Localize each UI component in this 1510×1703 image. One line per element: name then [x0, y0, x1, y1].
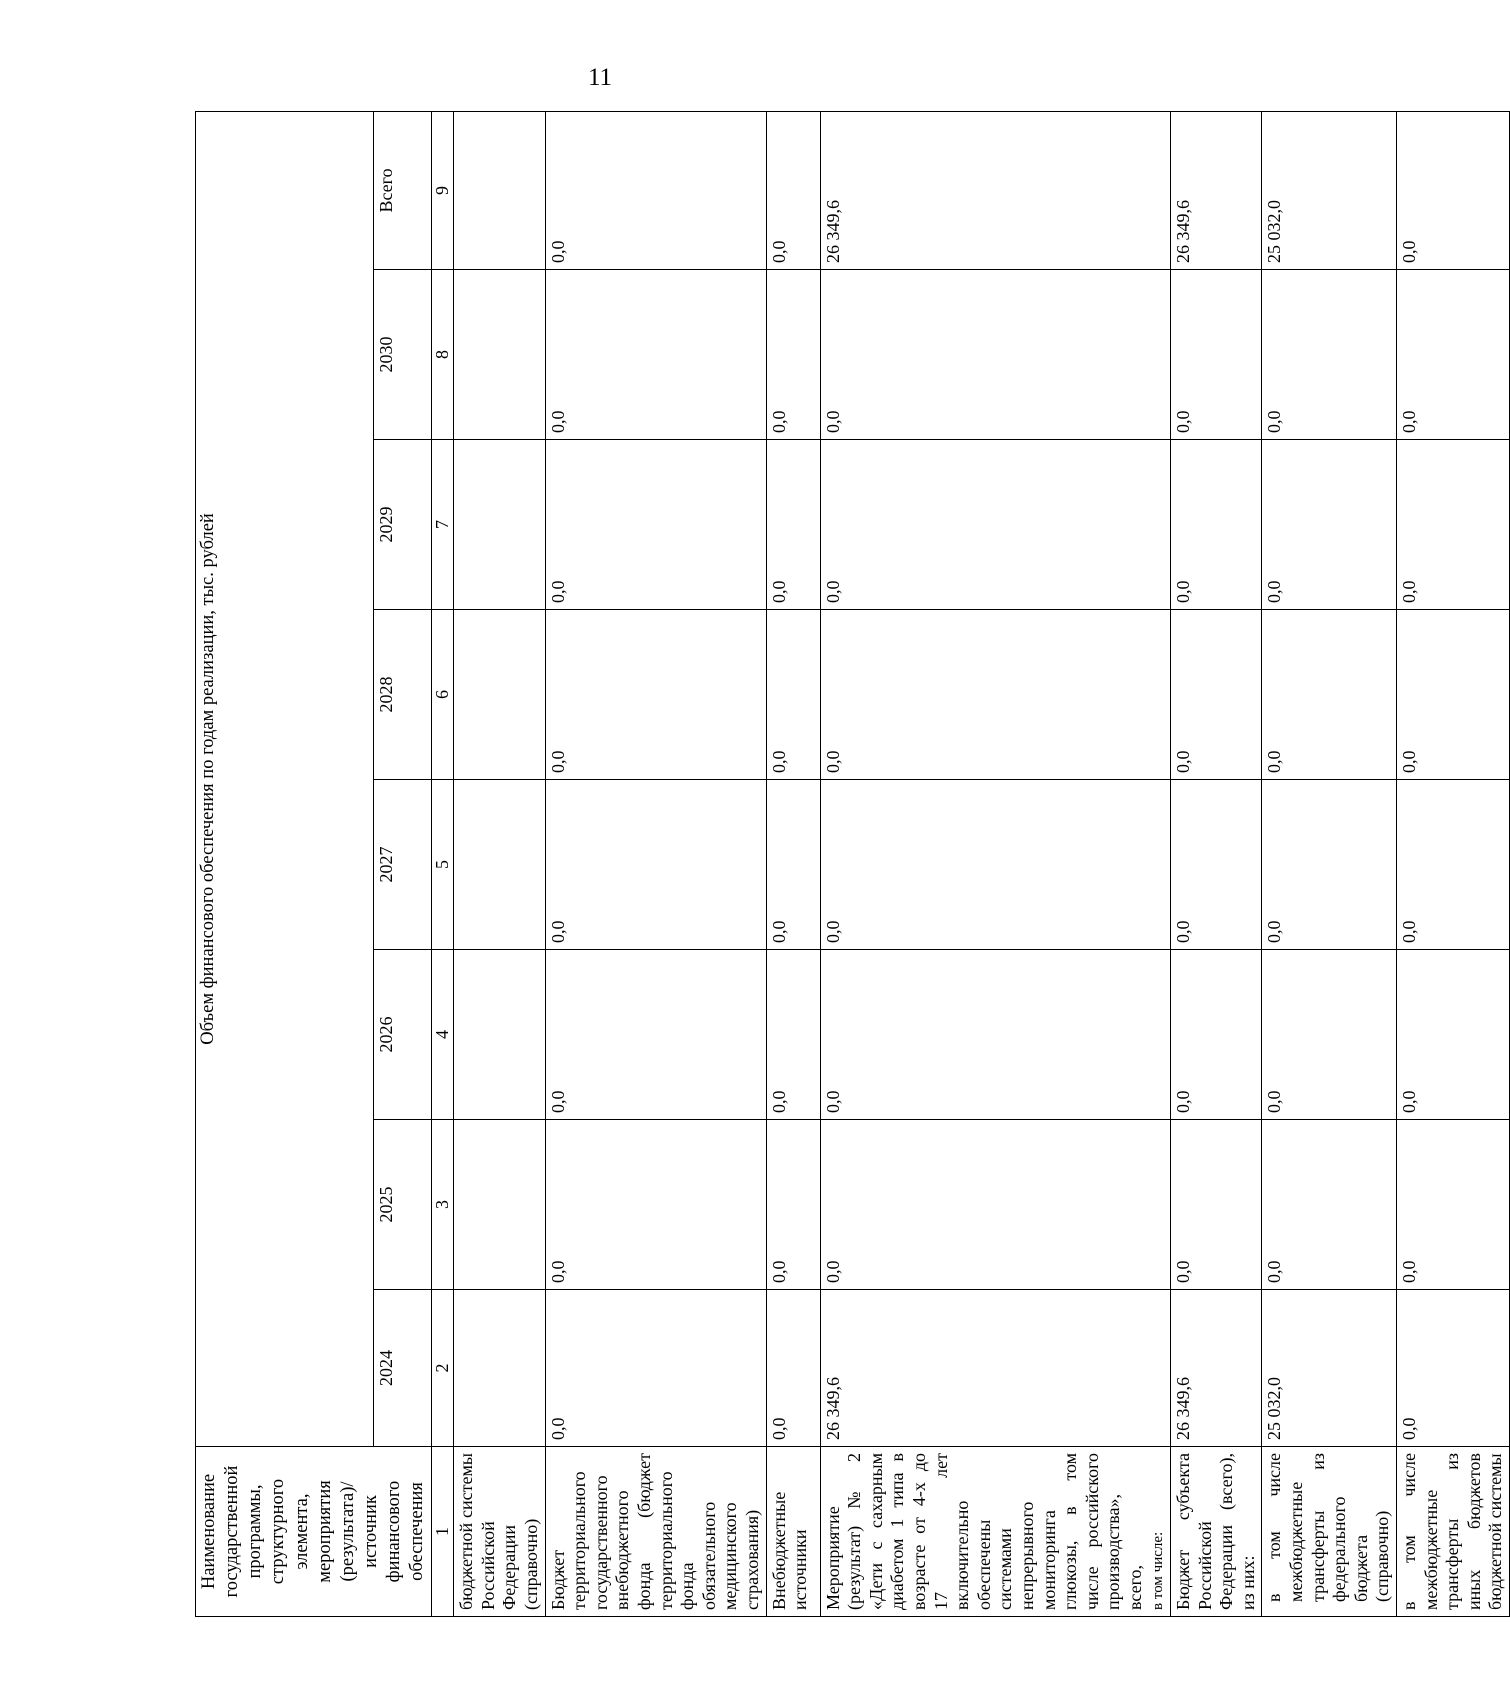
cell-value: 26 349,6 [1171, 1290, 1262, 1447]
year-header: 2026 [373, 950, 432, 1120]
cell-value: 26 349,6 [1171, 111, 1262, 269]
row-name: Бюджет субъекта Российской Федерации (всего), из них: [1171, 1447, 1262, 1617]
cell-value: 0,0 [1397, 610, 1510, 780]
table-row [766, 111, 820, 1616]
rotated-table-container [195, 112, 1506, 1617]
cell-value: 0,0 [820, 610, 1171, 780]
column-number: 7 [432, 440, 454, 610]
cell-value: 0,0 [545, 950, 766, 1120]
column-number: 6 [432, 610, 454, 780]
cell-value: 26 349,6 [820, 1290, 1171, 1447]
cell-value: 0,0 [545, 1120, 766, 1290]
cell-value: 0,0 [1262, 1120, 1397, 1290]
cell-value: 0,0 [766, 270, 820, 440]
row-name: в том числе межбюджетные трансферты из иных бюджетов бюджетной системы [1397, 1447, 1510, 1617]
cell-value: 0,0 [545, 610, 766, 780]
cell-value: 0,0 [1397, 270, 1510, 440]
cell-value: 0,0 [766, 1120, 820, 1290]
cell-value: 0,0 [1262, 610, 1397, 780]
column-number: 1 [432, 1447, 454, 1617]
row-name-extra: в том числе: [1150, 1531, 1167, 1610]
table-row [820, 111, 1171, 1616]
cell-value: 0,0 [820, 1120, 1171, 1290]
cell-value: 0,0 [766, 1290, 820, 1447]
year-header: 2027 [373, 780, 432, 950]
year-header: 2025 [373, 1120, 432, 1290]
cell-value: 0,0 [1262, 440, 1397, 610]
cell-value: 0,0 [1262, 780, 1397, 950]
table-row [454, 111, 545, 1616]
cell-value: 25 032,0 [1262, 111, 1397, 269]
cell-value: 0,0 [820, 270, 1171, 440]
table-row [545, 111, 766, 1616]
column-number: 9 [432, 111, 454, 269]
cell-value: 0,0 [545, 270, 766, 440]
cell-value: 25 032,0 [1262, 1290, 1397, 1447]
cell-value: 0,0 [766, 780, 820, 950]
cell-value: 0,0 [545, 1290, 766, 1447]
column-numbers-row [432, 111, 454, 1616]
year-header-total: Всего [373, 111, 432, 269]
cell-value [454, 610, 545, 780]
year-header: 2029 [373, 440, 432, 610]
cell-value [454, 440, 545, 610]
cell-value: 0,0 [1171, 1120, 1262, 1290]
cell-value: 0,0 [1397, 1290, 1510, 1447]
years-row [373, 111, 432, 1616]
table-row [1262, 111, 1397, 1616]
cell-value: 0,0 [820, 950, 1171, 1120]
cell-value [454, 780, 545, 950]
cell-value: 0,0 [1171, 440, 1262, 610]
cell-value: 0,0 [1171, 950, 1262, 1120]
cell-value: 0,0 [1171, 610, 1262, 780]
row-name: в том числе межбюджетные трансферты из федерального бюджета (справочно) [1262, 1447, 1397, 1617]
row-name: бюджетной системы Российской Федерации (справочно) [454, 1447, 545, 1617]
volume-group-header: Объем финансового обеспечения по годам реализации, тыс. рублей [196, 111, 374, 1446]
cell-value [454, 270, 545, 440]
cell-value: 0,0 [1397, 950, 1510, 1120]
cell-value: 0,0 [766, 950, 820, 1120]
cell-value: 0,0 [1262, 950, 1397, 1120]
cell-value: 0,0 [545, 111, 766, 269]
row-name-text: Мероприятие (результат) № 2 «Дети с сахарным диабетом 1 типа в возрасте от 4-х до 17 лет включительно обеспечены системами непрерывного мониторинга глюкозы, в том числе российского производства», всего, [822, 1453, 1145, 1610]
cell-value: 0,0 [766, 440, 820, 610]
row-name: Внебюджетные источники [766, 1447, 820, 1617]
cell-value: 0,0 [820, 780, 1171, 950]
row-name: Бюджет территориального государственного внебюджетного фонда (бюджет территориального фонда обязательного медицинского страхования) [545, 1447, 766, 1617]
cell-value [454, 1290, 545, 1447]
year-header: 2028 [373, 610, 432, 780]
cell-value: 0,0 [1397, 1120, 1510, 1290]
cell-value: 0,0 [766, 610, 820, 780]
column-number: 5 [432, 780, 454, 950]
year-header: 2030 [373, 270, 432, 440]
cell-value: 0,0 [545, 780, 766, 950]
row-name [820, 1447, 1171, 1617]
financing-table [195, 111, 1510, 1617]
cell-value [454, 1120, 545, 1290]
column-number: 8 [432, 270, 454, 440]
page-number: 11 [587, 64, 613, 91]
name-column-header: Наименование государственной программы, структурного элемента, мероприятия (результата)/источник финансового обеспечения [196, 1447, 432, 1617]
year-header: 2024 [373, 1290, 432, 1447]
cell-value: 0,0 [820, 440, 1171, 610]
cell-value [454, 950, 545, 1120]
column-number: 4 [432, 950, 454, 1120]
cell-value: 0,0 [1171, 780, 1262, 950]
cell-value: 0,0 [1397, 780, 1510, 950]
cell-value: 0,0 [1171, 270, 1262, 440]
cell-value: 0,0 [1262, 270, 1397, 440]
cell-value: 0,0 [1397, 440, 1510, 610]
cell-value: 0,0 [545, 440, 766, 610]
column-number: 2 [432, 1290, 454, 1447]
cell-value [454, 111, 545, 269]
table-row [1171, 111, 1262, 1616]
cell-value: 0,0 [766, 111, 820, 269]
cell-value: 26 349,6 [820, 111, 1171, 269]
cell-value: 0,0 [1397, 111, 1510, 269]
table-row [1397, 111, 1510, 1616]
column-number: 3 [432, 1120, 454, 1290]
